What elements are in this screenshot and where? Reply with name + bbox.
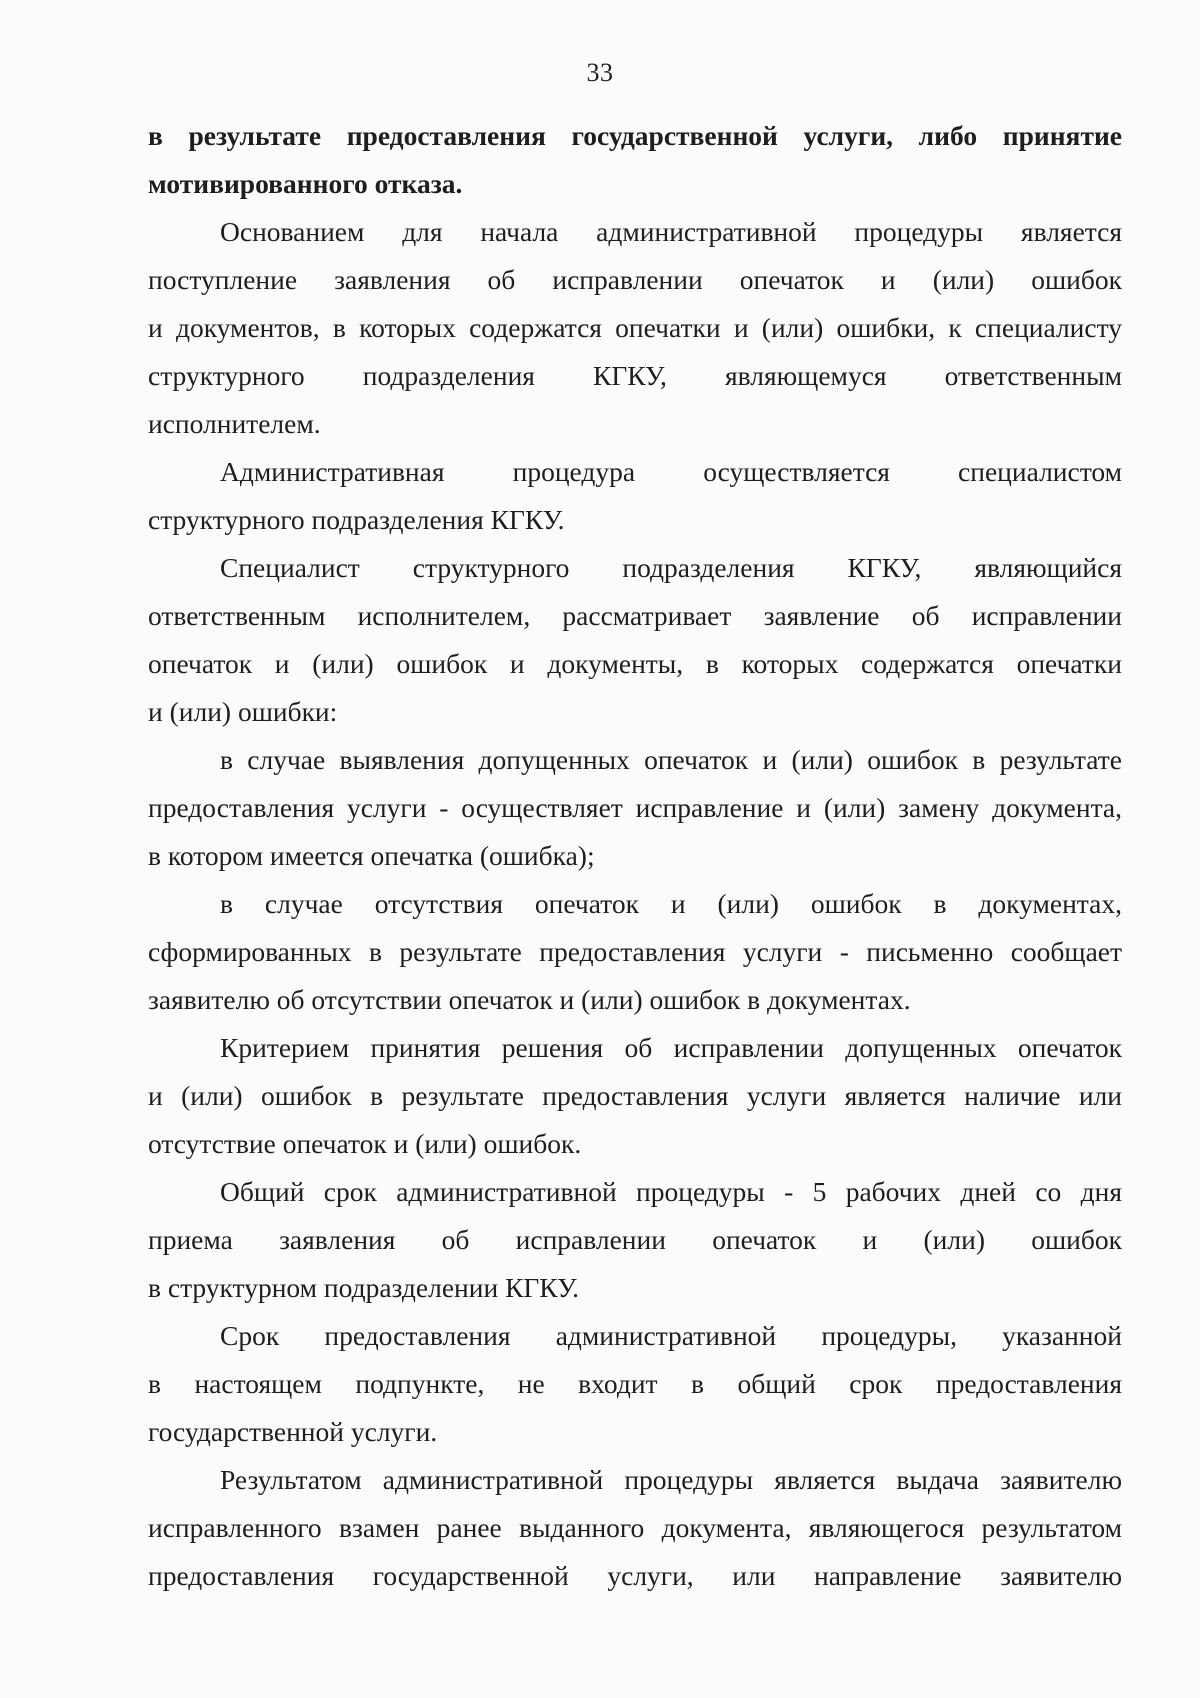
text-line: в котором имеется опечатка (ошибка); [148,840,595,871]
text-line: в результате предоставления государственной услуги, либо принятие [148,120,1122,151]
text-line: и (или) ошибки: [148,696,338,727]
paragraph [148,1168,1122,1312]
text-line: поступление заявления об исправлении опечаток и (или) ошибок [148,264,1122,295]
text-line: Результатом административной процедуры является выдача заявителю [220,1464,1122,1495]
text-line: исполнителем. [148,408,321,439]
text-line: ответственным исполнителем, рассматривает заявление об исправлении [148,600,1122,631]
text-line: Специалист структурного подразделения КГКУ, являющийся [220,552,1122,583]
text-line: в структурном подразделении КГКУ. [148,1272,579,1303]
text-line: приема заявления об исправлении опечаток и (или) ошибок [148,1224,1122,1255]
text-line: Основанием для начала административной процедуры является [220,216,1122,247]
paragraph [148,1024,1122,1168]
text-line: сформированных в результате предоставления услуги - письменно сообщает [148,936,1122,967]
text-line: предоставления услуги - осуществляет исправление и (или) замену документа, [148,792,1122,823]
text-line: мотивированного отказа. [148,168,463,199]
paragraph [148,448,1122,544]
text-line: в настоящем подпункте, не входит в общий срок предоставления [148,1368,1122,1399]
paragraph [148,208,1122,448]
text-line: в случае отсутствия опечаток и (или) ошибок в документах, [220,888,1122,919]
text-line: государственной услуги. [148,1416,438,1447]
paragraph [148,880,1122,1024]
text-line: и (или) ошибок в результате предоставления услуги является наличие или [148,1080,1122,1111]
text-line: структурного подразделения КГКУ, являющемуся ответственным [148,360,1122,391]
page-number: 33 [586,58,614,87]
paragraph [148,1456,1122,1600]
text-line: и документов, в которых содержатся опечатки и (или) ошибки, к специалисту [148,312,1122,343]
text-line: структурного подразделения КГКУ. [148,504,565,535]
text-line: Критерием принятия решения об исправлении допущенных опечаток [220,1032,1122,1063]
text-line: опечаток и (или) ошибок и документы, в которых содержатся опечатки [148,648,1122,679]
paragraph [148,736,1122,880]
text-line: Административная процедура осуществляется специалистом [220,456,1122,487]
text-line: заявителю об отсутствии опечаток и (или) ошибок в документах. [148,984,911,1015]
paragraph [148,544,1122,736]
paragraph [148,1312,1122,1456]
document-body [148,112,1122,1600]
paragraph [148,112,1122,208]
text-line: предоставления государственной услуги, или направление заявителю [148,1560,1122,1591]
text-line: в случае выявления допущенных опечаток и (или) ошибок в результате [220,744,1122,775]
text-line: отсутствие опечаток и (или) ошибок. [148,1128,582,1159]
text-line: исправленного взамен ранее выданного документа, являющегося результатом [148,1512,1122,1543]
text-line: Общий срок административной процедуры - 5 рабочих дней со дня [220,1176,1122,1207]
text-line: Срок предоставления административной процедуры, указанной [220,1320,1122,1351]
